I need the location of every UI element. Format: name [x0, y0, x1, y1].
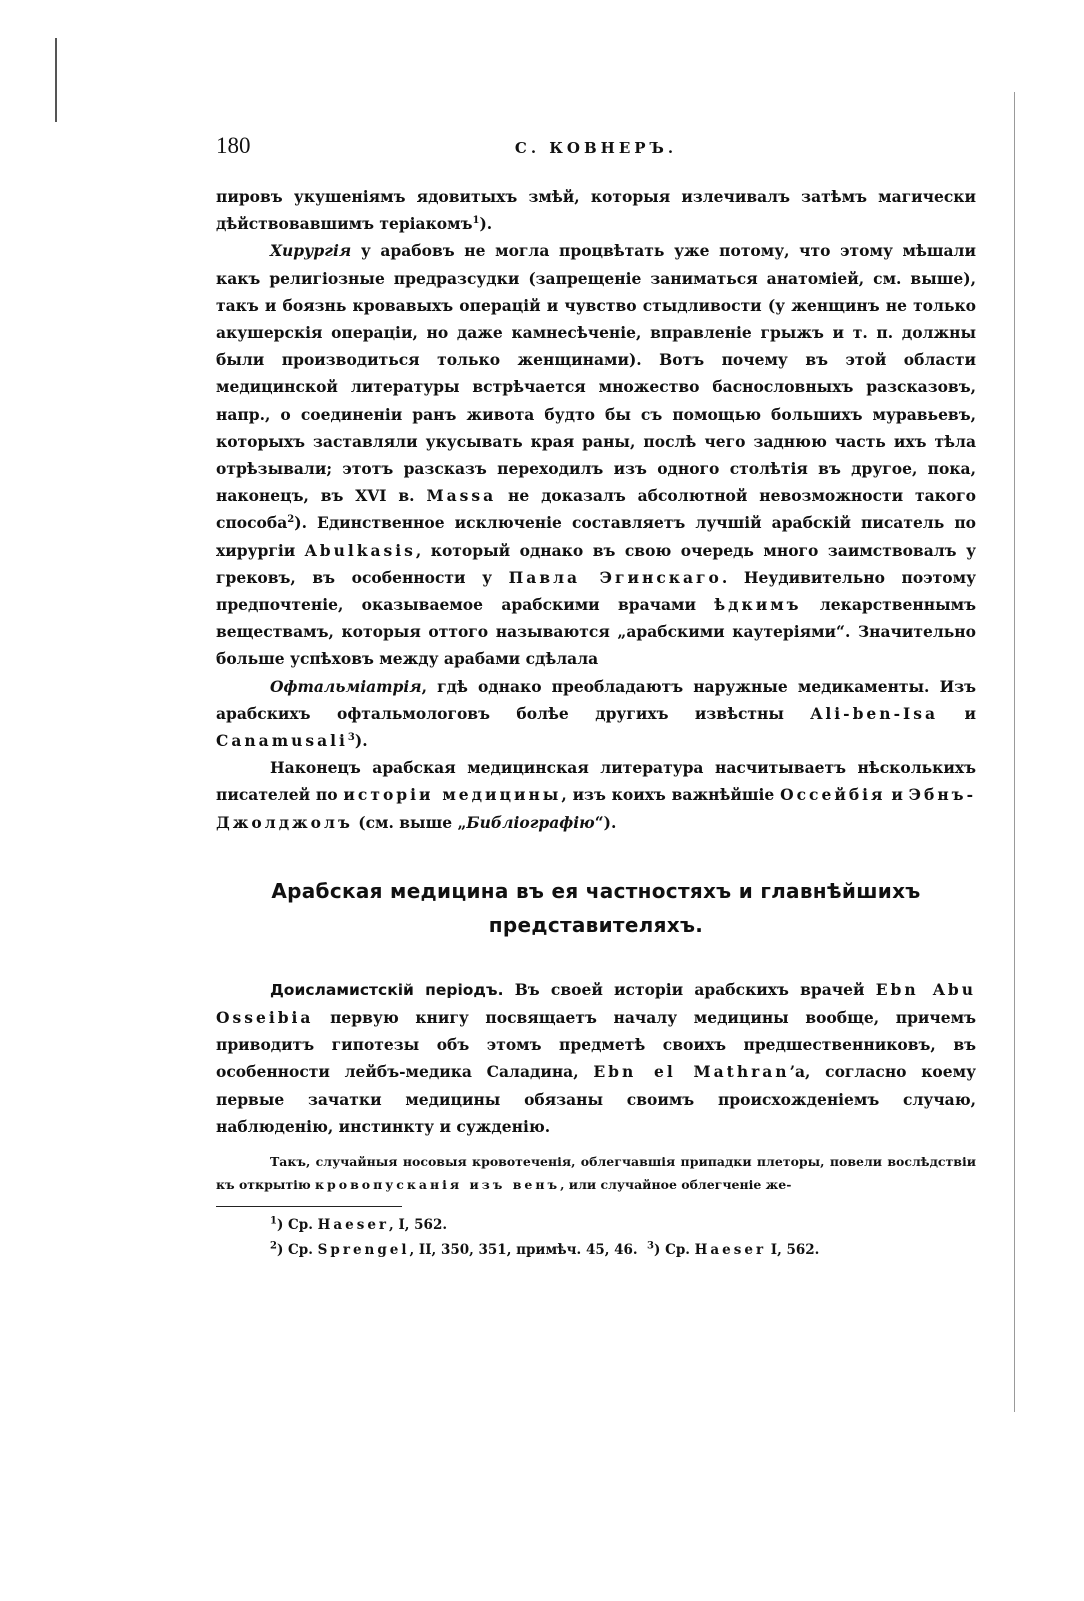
text-run: не доказалъ абсолютной невозможности такого способа	[216, 486, 977, 533]
spaced-name: Ebn el Mathran	[593, 1062, 790, 1082]
text-run: ) Ср.	[276, 1242, 318, 1259]
text-run: , изъ коихъ важнѣйшіе	[561, 785, 781, 805]
footnote-2-3	[216, 1238, 976, 1263]
footnote-mark: 2	[270, 1240, 277, 1252]
spaced-name: Abulkasis	[304, 540, 416, 560]
page-body	[216, 183, 976, 1263]
text-run: , который однако въ свою очередь много заимствовалъ у грековъ, въ особенности у	[216, 540, 976, 587]
text-run: ).	[354, 731, 368, 751]
spaced-name: Павла Эгинскаго	[508, 567, 722, 587]
text-run: , гдѣ однако преобладаютъ наружные медикаменты. Изъ арабскихъ офтальмологовъ болѣе другихъ извѣстны	[216, 676, 976, 723]
text-run: , или случайное облегченіе же-	[560, 1177, 792, 1193]
spaced-name: Оссейбія	[780, 785, 886, 805]
paragraph-history	[216, 754, 976, 836]
page-number: 180	[216, 133, 251, 158]
running-title: С. КОВНЕРЪ.	[514, 139, 678, 157]
text-run: . Неудивительно поэтому предпочтеніе, оказываемое арабскими врачами	[216, 567, 976, 615]
text-run: ’а, согласно коему первые зачатки медицины обязаны своимъ происхожденіемъ случаю, наблюденію, инстинкту и сужденію.	[216, 1062, 977, 1136]
paragraph-surgery	[216, 237, 976, 672]
footnote-ref-3: 3	[347, 731, 355, 743]
run-in-heading: Доисламистскій періодъ.	[270, 980, 504, 999]
paragraph-small-print	[216, 1150, 976, 1196]
italic-term: Хирургія	[270, 241, 352, 261]
scan-edge-left	[55, 38, 57, 122]
footnote-1	[216, 1213, 976, 1238]
paragraph-1	[216, 183, 976, 237]
text-run: “).	[594, 812, 617, 832]
text-run: ) Ср.	[654, 1242, 695, 1259]
spaced-name: Sprengel	[317, 1242, 410, 1259]
spaced-name: Canamusali	[216, 731, 348, 751]
text-run: (см. выше „	[352, 812, 467, 832]
paragraph-ophthalmology	[216, 673, 976, 755]
paragraph-pre-islamic	[216, 976, 976, 1140]
spaced-term: кровопусканія изъ венъ	[315, 1177, 561, 1193]
spaced-name: Ebn Abu Osseibia	[216, 979, 977, 1028]
italic-term: Библіографію	[466, 812, 595, 832]
section-heading: Арабская медицина въ ея частностяхъ и главнѣйшихъ представителяхъ.	[271, 878, 921, 937]
spaced-term: ѣдкимъ	[714, 595, 802, 615]
text-run: и	[938, 703, 976, 723]
footnote-ref-2: 2	[287, 514, 295, 526]
page-header	[216, 133, 976, 165]
text-run: у арабовъ не могла процвѣтать уже потому, что этому мѣшали какъ религіозные предразсудки (запрещеніе заниматься анатоміей, см. выше), такъ и боязнь кровавыхъ операцій и чувство стыдливости (у женщинъ не только акушерскія операціи, но даже камнесѣченіе, вправленіе грыжъ и т. п. должны были производиться только женщинами). Вотъ почему въ этой области медицинской литературы встрѣчается множество баснословныхъ разсказовъ, напр., о соединеніи ранъ живота будто бы съ помощью большихъ муравьевъ, которыхъ заставляли укусывать края раны, послѣ чего заднюю часть ихъ тѣла отрѣзывали; этотъ разсказъ переходилъ изъ одного столѣтія въ другое, пока, наконецъ, въ XVI в.	[216, 241, 976, 506]
footnote-mark: 3	[647, 1240, 654, 1252]
text-run: , II, 350, 351, примѣч. 45, 46.	[409, 1242, 638, 1259]
footnote-ref-1: 1	[472, 215, 480, 227]
spaced-name: Haeser	[317, 1217, 390, 1234]
spaced-name: Ali-ben-Isa	[810, 703, 939, 723]
italic-term: Офтальміатрія	[270, 676, 422, 696]
text-run: лекарственнымъ веществамъ, которыя оттого называются „арабскими каутеріями“. Значительно больше успѣховъ между арабами сдѣлала	[216, 595, 976, 669]
spaced-name: Haeser	[694, 1242, 767, 1259]
text-run: ). Единственное исключеніе составляетъ лучшій арабскій писатель по хирургіи	[216, 513, 976, 560]
text-run: Въ своей исторіи арабскихъ врачей	[503, 979, 876, 999]
footnote-mark: 1	[270, 1215, 277, 1227]
text-run: Наконецъ арабская медицинская литература насчитываетъ нѣсколькихъ писателей по	[216, 758, 976, 805]
spaced-name: Massa	[426, 486, 497, 506]
footnote-divider	[216, 1206, 402, 1207]
text-run: , I, 562.	[389, 1217, 448, 1234]
text-run: Такъ, случайныя носовыя кровотеченія, облегчавшія припадки плеторы, повели вослѣдствіи къ открытію	[216, 1154, 976, 1193]
text-run: I, 562.	[766, 1242, 820, 1259]
text-run: пировъ укушеніямъ ядовитыхъ змѣй, которыя излечивалъ затѣмъ магически дѣйствовавшимъ теріакомъ	[216, 187, 976, 234]
text-run: ).	[479, 214, 493, 234]
text-run: и	[885, 785, 909, 805]
spaced-term: исторіи медицины	[343, 785, 562, 805]
scan-edge-right	[1014, 92, 1015, 1412]
spaced-name: Эбнъ-Джолджолъ	[216, 785, 977, 832]
text-run: ) Ср.	[276, 1217, 318, 1234]
text-run: первую книгу посвящаетъ началу медицины вообще, причемъ приводитъ гипотезы объ этомъ предметѣ своихъ предшественниковъ, въ особенности лейбъ-медика Саладина,	[216, 1008, 976, 1082]
